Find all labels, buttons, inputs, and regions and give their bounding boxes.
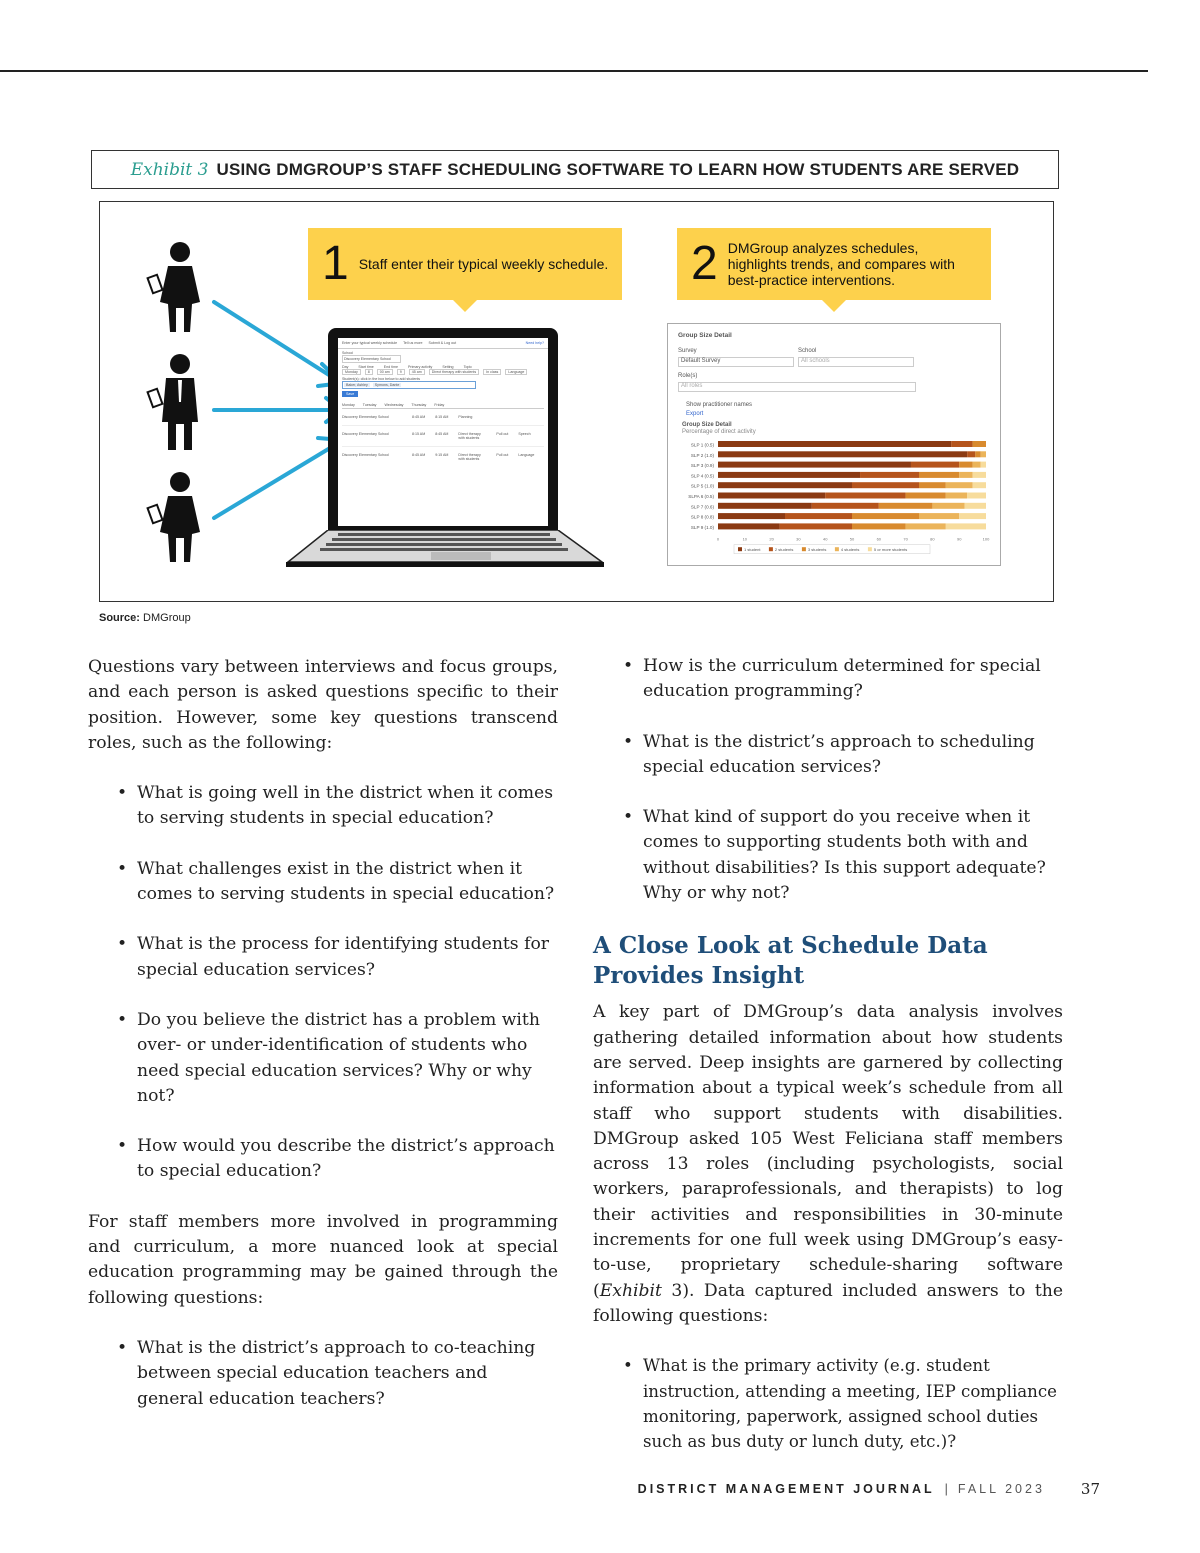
chart-title: Group Size Detail [682, 422, 732, 428]
laptop-field-value: 8 [365, 369, 373, 375]
laptop-school-label: School [342, 351, 353, 355]
laptop-day-tab: Friday [434, 403, 445, 407]
staff-person-icon [148, 472, 200, 562]
laptop-help-link: Need help? [525, 341, 544, 345]
bar-segment [852, 523, 906, 529]
bar-segment [959, 462, 972, 468]
x-tick-label: 0 [716, 536, 720, 542]
bar-segment [852, 482, 919, 488]
bar-segment [981, 462, 986, 468]
page-number: 37 [1080, 1480, 1100, 1498]
bar-segment [718, 503, 812, 509]
step-1-number: 1 [322, 237, 349, 290]
laptop-field-label: End time [383, 365, 398, 369]
list-item: • What is going well in the district when it comes to serving students in special education? [117, 781, 558, 832]
category-label: SLP 8 (0.8) [690, 514, 714, 520]
category-label: SLP 9 (1.0) [690, 524, 714, 530]
laptop-tab: Tell us more [403, 341, 423, 345]
bar-segment [946, 523, 986, 529]
bar-segment [718, 472, 860, 478]
report-title: Group Size Detail [678, 332, 732, 339]
x-tick-label: 80 [930, 536, 935, 542]
bar-segment [718, 451, 967, 457]
bar-segment [860, 472, 919, 478]
laptop-field-value: Language [505, 369, 527, 375]
issue-season: FALL 2023 [957, 1482, 1045, 1496]
list-item: • How would you describe the district’s approach to special education? [117, 1134, 558, 1185]
bar-segment [785, 513, 852, 519]
report-school-select: All schools [798, 357, 914, 367]
laptop-field-label: Day [342, 365, 349, 369]
laptop-schedule-row: Discovery Elementary School 8:15 AM 8:45 AM Direct therapy with students Pull out Speech [342, 426, 544, 447]
step-1-text: Staff enter their typical weekly schedule. [358, 256, 609, 272]
list-item: • What is the district’s approach to scheduling special education services? [623, 730, 1063, 781]
legend-label: 1 student [744, 547, 761, 552]
legend-swatch [738, 547, 742, 551]
laptop-field-value: 00 am [377, 369, 393, 375]
x-tick-label: 30 [796, 536, 801, 542]
laptop-field-label: Start time [358, 365, 374, 369]
exhibit-header [91, 150, 1059, 189]
bar-segment [812, 503, 879, 509]
category-label: SLP 1 (0.5) [690, 442, 714, 448]
exhibit-title: USING DMGROUP’S STAFF SCHEDULING SOFTWARE TO LEARN HOW STUDENTS ARE SERVED [216, 159, 1020, 179]
section-heading: A Close Look at Schedule Data Provides Insight [593, 932, 988, 990]
laptop-field-label: Topic [463, 365, 472, 369]
list-item: • Do you believe the district has a problem with over- or under-identification of students who need special education services? Why or why not? [117, 1008, 558, 1109]
laptop-screenshot [286, 326, 604, 566]
bar-segment [919, 513, 959, 519]
bar-segment [718, 482, 852, 488]
step-2-text: DMGroup analyzes schedules, highlights trends, and compares with best-practice interventions. [727, 240, 955, 288]
laptop-student-chip: Symons, Dante [374, 383, 400, 387]
bar-segment [946, 482, 973, 488]
intro-paragraph: Questions vary between interviews and focus groups, and each person is asked questions specific to their position. However, some key questions transcend roles, such as the following: [88, 657, 558, 753]
x-tick-label: 70 [903, 536, 908, 542]
laptop-field-label: Primary activity [407, 365, 433, 369]
legend-label: 5 or more students [873, 547, 908, 552]
bar-segment [946, 493, 967, 499]
page-footer [638, 1480, 1100, 1498]
bar-segment [981, 451, 986, 457]
bar-segment [718, 493, 825, 499]
laptop-field-value: Monday [342, 369, 361, 375]
journal-name: DISTRICT MANAGEMENT JOURNAL [637, 1482, 935, 1496]
x-tick-label: 100 [982, 536, 990, 542]
legend-swatch [835, 547, 839, 551]
laptop-school-value: Discovery Elementary School [342, 355, 401, 363]
category-label: SLP 4 (0.5) [690, 473, 714, 479]
bar-segment [718, 441, 951, 447]
report-checkbox-label: Show practitioner names [686, 402, 753, 408]
report-export-link: Export [686, 411, 704, 417]
report-roles-input: All roles [678, 382, 916, 392]
list-item: • What kind of support do you receive when it comes to supporting students both with and without disabilities? Is this support adequate? Why or why not? [623, 805, 1063, 906]
legend-swatch [769, 547, 773, 551]
bar-segment [932, 503, 964, 509]
x-tick-label: 60 [876, 536, 882, 542]
report-school-label: School [798, 348, 817, 354]
question-list [117, 1336, 558, 1412]
list-item: • How is the curriculum determined for special education programming? [623, 654, 1063, 705]
x-tick-label: 20 [769, 536, 774, 542]
laptop-day-tab: Monday [342, 403, 355, 407]
laptop-students-label: Student(s): click in the box below to add students [342, 377, 421, 381]
bar-segment [825, 493, 905, 499]
x-tick-label: 50 [849, 536, 855, 542]
source-note [99, 612, 191, 624]
bar-segment [780, 523, 852, 529]
programming-paragraph: For staff members more involved in programming and curriculum, a more nuanced look at special education programming may be gained through the following questions: [88, 1211, 558, 1308]
laptop-schedule-row: Discovery Elementary School 8:45 AM 9:15 AM Direct therapy with students Pull out Language [342, 453, 535, 461]
step-2-number: 2 [691, 237, 718, 290]
question-list [623, 1353, 1063, 1454]
staff-person-icon [148, 242, 200, 332]
bar-segment [973, 482, 986, 488]
bar-segment [879, 503, 933, 509]
laptop-field-value: Direct therapy with students [429, 369, 479, 375]
bar-segment [906, 523, 946, 529]
question-list [117, 781, 558, 1185]
step-1-callout [308, 228, 622, 300]
legend-label: 3 students [807, 547, 827, 552]
step-2-callout [677, 228, 991, 300]
list-item: • What is the process for identifying students for special education services? [117, 932, 558, 983]
bar-segment [911, 462, 959, 468]
top-rule [0, 70, 1148, 72]
laptop-keyboard [286, 530, 604, 570]
legend-swatch [868, 547, 872, 551]
source-text: DMGroup [143, 612, 191, 624]
bar-segment [718, 523, 780, 529]
left-column [88, 655, 558, 1412]
bar-segment [852, 513, 919, 519]
legend-swatch [802, 547, 806, 551]
bar-segment [959, 472, 972, 478]
list-item: • What is the district’s approach to co-teaching between special education teachers and general education teachers? [117, 1336, 558, 1412]
laptop-day-tab: Wednesday [384, 403, 404, 407]
bar-segment [718, 462, 911, 468]
exhibit-figure [99, 201, 1054, 602]
x-tick-label: 90 [956, 536, 962, 542]
x-tick-label: 10 [742, 536, 748, 542]
laptop-field-value: 9 [397, 369, 405, 375]
legend-label: 2 students [774, 547, 794, 552]
bar-segment [965, 503, 986, 509]
laptop-field-label: Setting [442, 365, 454, 369]
bar-segment [975, 451, 980, 457]
footer-separator: | [944, 1482, 948, 1496]
laptop-schedule-row: Discovery Elementary School 8:45 AM 8:15 AM Planning [342, 409, 544, 426]
bar-segment [919, 482, 946, 488]
category-label: SLP 2 (1.0) [690, 452, 714, 458]
laptop-field-value: In class [483, 369, 501, 375]
group-size-chart [668, 435, 1000, 565]
staff-person-icon [148, 354, 198, 450]
right-column [593, 654, 1063, 1454]
laptop-save-button: Save [342, 391, 358, 397]
laptop-student-chip: Baker, Ashley [346, 383, 368, 387]
laptop-day-tab: Thursday [411, 403, 427, 407]
bar-segment [718, 513, 785, 519]
report-survey-label: Survey [678, 348, 697, 354]
question-list [623, 654, 1063, 906]
bar-segment [906, 493, 946, 499]
bar-segment [951, 441, 972, 447]
bar-segment [973, 472, 986, 478]
category-label: SLP 7 (0.6) [690, 504, 714, 510]
schedule-data-paragraph: A key part of DMGroup’s data analysis involves gathering detailed information about how students are served. Deep insights are garnered by collecting information about a typical week’s schedule from all staff who support students with disabilities. DMGroup asked 105 West Feliciana staff members across 13 roles (including psychologists, social workers, paraprofessionals, and therapists) to log their activities and responsibilities in 30-minute increments for one full week using DMGroup’s easy-to-use, proprietary schedule-sharing software (Exhibit 3). Data captured included answers to the following questions: [593, 1002, 1063, 1326]
category-label: SLPA 6 (0.5) [688, 494, 714, 499]
laptop-day-tab: Tuesday [362, 403, 377, 407]
category-label: SLP 5 (1.0) [690, 483, 714, 489]
bar-segment [973, 462, 981, 468]
laptop-field-value: 45 am [409, 369, 425, 375]
list-item: • What is the primary activity (e.g. student instruction, attending a meeting, IEP compliance monitoring, paperwork, assigned school duties such as bus duty or lunch duty, etc.)? [623, 1353, 1063, 1454]
category-label: SLP 3 (0.9) [690, 463, 714, 469]
x-tick-label: 40 [822, 536, 828, 542]
source-label: Source: [99, 612, 140, 624]
report-survey-select: Default Survey [678, 357, 794, 367]
bar-segment [959, 513, 986, 519]
report-roles-label: Role(s) [678, 373, 698, 379]
exhibit-label: Exhibit 3 [130, 159, 209, 180]
legend-label: 4 students [840, 547, 860, 552]
list-item: • What challenges exist in the district when it comes to serving students in special education? [117, 857, 558, 908]
bar-segment [967, 493, 986, 499]
laptop-tab: Enter your typical weekly schedule [342, 341, 398, 345]
bar-segment [967, 451, 975, 457]
bar-segment [973, 441, 986, 447]
chart-subtitle: Percentage of direct activity [682, 429, 756, 435]
bar-segment [919, 472, 959, 478]
laptop-tab: Submit & Log out [428, 341, 457, 345]
report-panel [667, 323, 1001, 566]
